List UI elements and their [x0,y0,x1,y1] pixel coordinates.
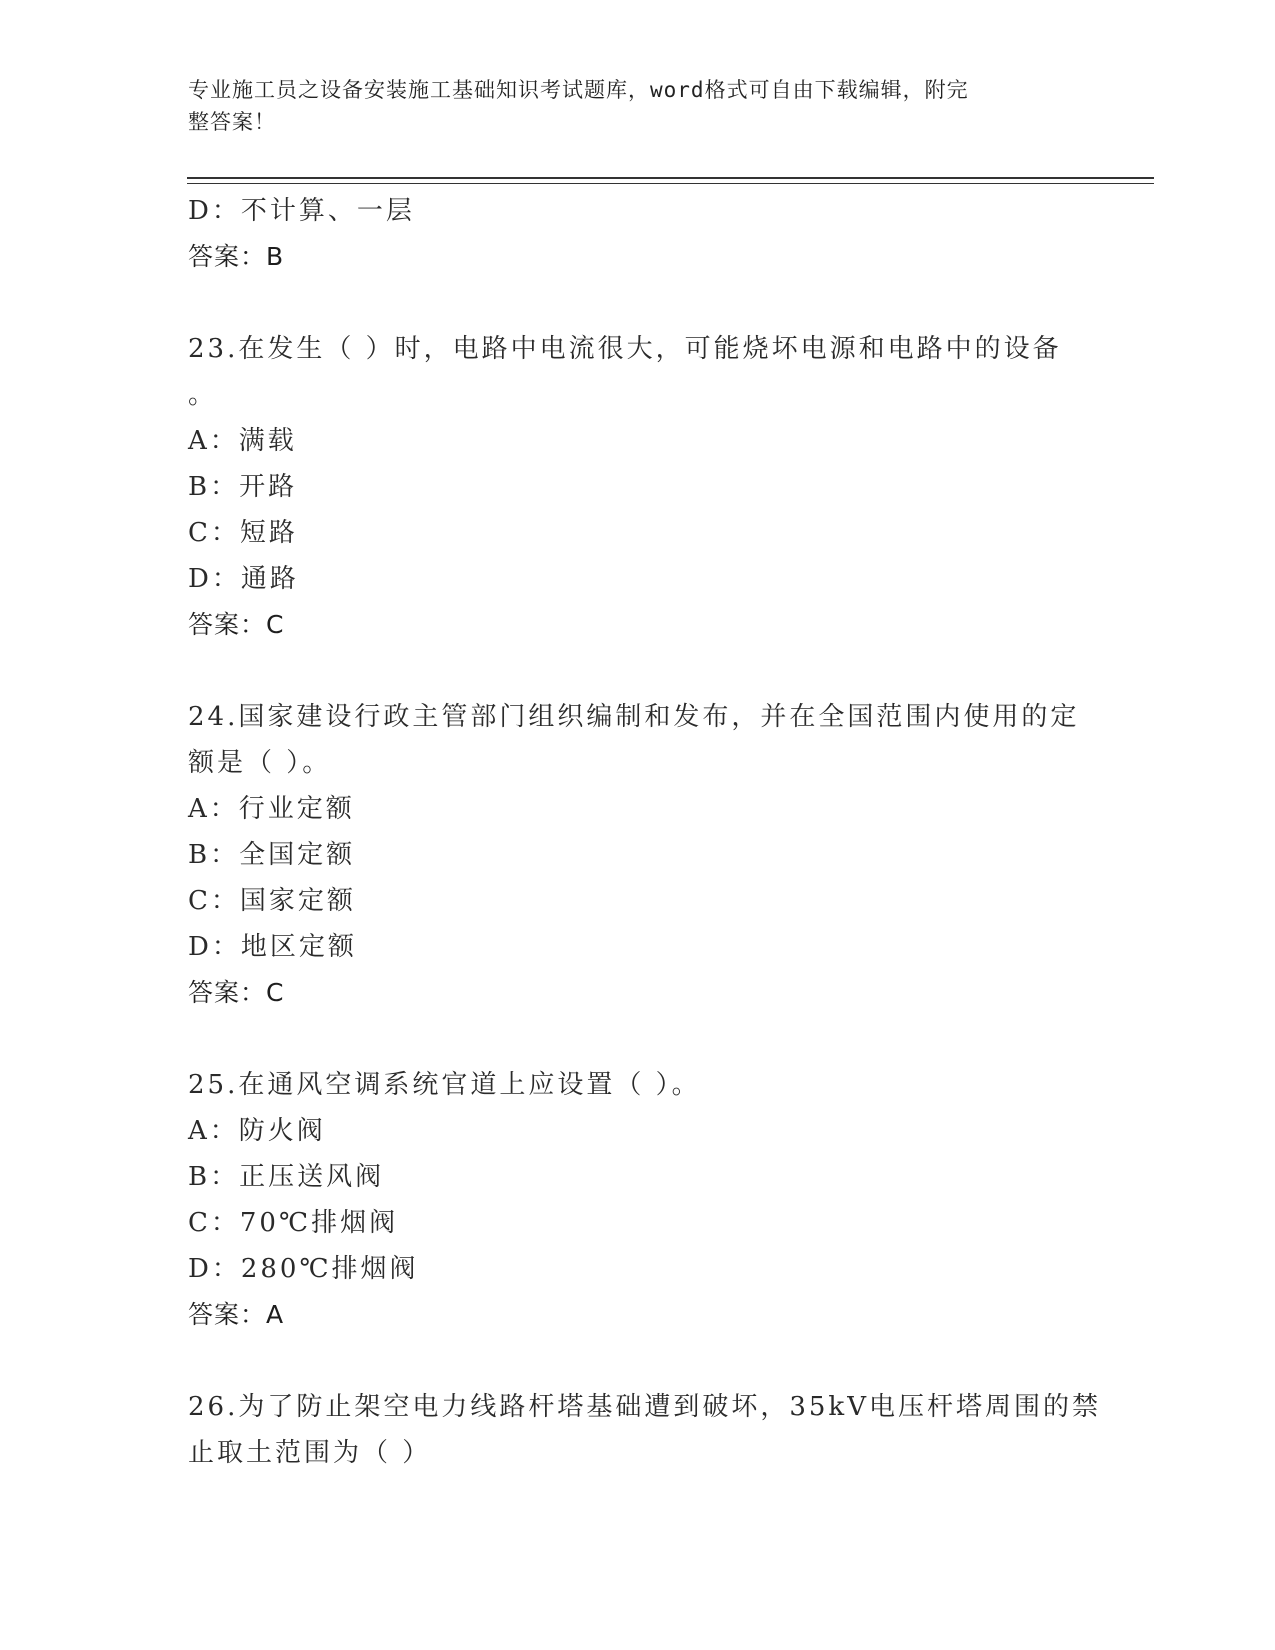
question-stem: 26.为了防止架空电力线路杆塔基础遭到破坏，35kV电压杆塔周围的禁 [188,1392,1101,1422]
answer-label: 答案：C [188,610,285,639]
answer-label: 答案：C [188,978,285,1007]
document-header [188,74,1068,138]
option-c: C：国家定额 [188,886,356,916]
header-line-1: 专业施工员之设备安装施工基础知识考试题库，word格式可自由下载编辑，附完 [188,78,969,102]
question-stem: 24.国家建设行政主管部门组织编制和发布，并在全国范围内使用的定 [188,702,1080,732]
spacer [188,648,1088,694]
question-content [188,188,1101,1476]
option-c: C：70℃排烟阀 [188,1208,399,1238]
option-c: C：短路 [188,518,298,548]
header-line-2: 整答案！ [188,110,276,134]
spacer [188,1338,1088,1384]
header-rule-thin [187,183,1154,184]
question-22-tail [188,188,1088,280]
question-23 [188,326,1088,648]
question-stem-continued: 。 [188,380,218,410]
question-stem-continued: 额是（ ）。 [188,748,332,778]
header-rule-thick [187,177,1154,179]
question-stem: 25.在通风空调系统官道上应设置（ ）。 [188,1070,701,1100]
option-d: D：280℃排烟阀 [188,1254,419,1284]
spacer [188,280,1088,326]
option-b: B：开路 [188,472,298,502]
option-a: A：行业定额 [188,794,355,824]
answer-label: 答案：A [188,1300,285,1329]
option-b: B：正压送风阀 [188,1162,385,1192]
spacer [188,1016,1088,1062]
question-24 [188,694,1088,1016]
question-stem-continued: 止取土范围为（ ） [188,1438,432,1468]
question-26 [188,1384,1101,1476]
option-b: B：全国定额 [188,840,356,870]
question-25 [188,1062,1088,1338]
option-a: A：满载 [188,426,297,456]
question-stem: 23.在发生（ ）时，电路中电流很大，可能烧坏电源和电路中的设备 [188,334,1062,364]
answer-label: 答案：B [188,242,285,271]
option-d: D：不计算、一层 [188,196,415,226]
option-d: D：通路 [188,564,299,594]
option-a: A：防火阀 [188,1116,326,1146]
option-d: D：地区定额 [188,932,357,962]
